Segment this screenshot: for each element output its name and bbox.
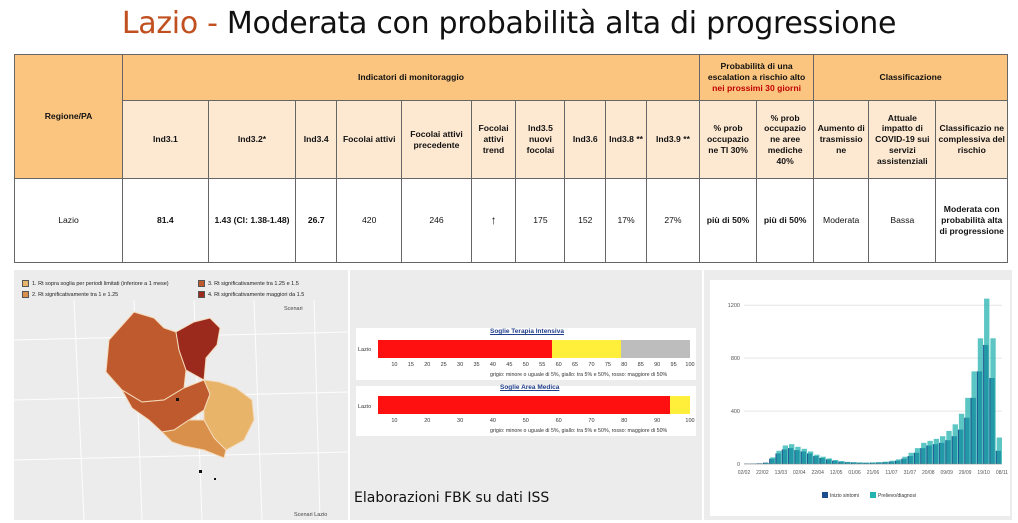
- x-tick-label: 13/03: [774, 470, 788, 476]
- header-ind32: Ind3.2*: [208, 101, 296, 179]
- header-prob-ti: % prob occupazio ne TI 30%: [700, 101, 757, 179]
- chart-legend-label: Prelievo/diagnosi: [878, 493, 917, 499]
- ti-row-label: Lazio: [358, 347, 372, 353]
- scenari-label: Scenari: [284, 306, 303, 312]
- monitoring-table: [14, 54, 1008, 263]
- bar-prelievo-diagnosi: [934, 439, 939, 464]
- cell-aumento: Moderata: [814, 179, 869, 263]
- page-title: [0, 6, 1018, 41]
- tick-label: 25: [440, 362, 447, 368]
- x-tick-label: 22/02: [756, 470, 769, 476]
- x-tick-label: 08/11: [995, 470, 1009, 476]
- cell-impatto: Bassa: [869, 179, 936, 263]
- y-tick-label: 800: [730, 356, 740, 363]
- tick-label: 80: [621, 418, 628, 424]
- x-tick-label: 11/07: [885, 470, 898, 476]
- tick-label: 50: [522, 362, 529, 368]
- legend-label-3: 3. Rt significativamente tra 1.25 e 1.5: [208, 280, 299, 287]
- ti-threshold-title: Soglie Terapia Intensiva: [490, 328, 564, 335]
- header-ind39: Ind3.9 **: [646, 101, 699, 179]
- trend-up-arrow-icon: ↑: [471, 179, 516, 263]
- tick-label: 30: [457, 362, 464, 368]
- tick-label: 10: [391, 418, 398, 424]
- probability-group-red: nei prossimi 30 giorni: [712, 82, 801, 93]
- cell-prob-ti: più di 50%: [700, 179, 757, 263]
- ti-grey-segment: [621, 340, 690, 358]
- bar-prelievo-diagnosi: [802, 449, 807, 464]
- ti-threshold-bar: [378, 340, 690, 358]
- ti-note: grigio: minore o uguale di 5%, giallo: tra 5% e 50%, rosso: maggiore di 50%: [490, 372, 668, 378]
- y-tick-label: 1200: [727, 303, 740, 310]
- probability-group-text: Probabilità di una escalation a rischio alto: [707, 61, 806, 83]
- map-island-2: [214, 478, 216, 480]
- bar-prelievo-diagnosi: [776, 451, 781, 464]
- bar-prelievo-diagnosi: [984, 299, 989, 464]
- bar-prelievo-diagnosi: [896, 459, 901, 464]
- header-impatto: Attuale impatto di COVID-19 sui servizi assistenziali: [869, 101, 936, 179]
- x-tick-label: 01/06: [848, 470, 861, 476]
- header-classification-group: Classificazione: [814, 55, 1008, 101]
- tick-label: 45: [506, 362, 513, 368]
- x-tick-label: 02/04: [793, 470, 806, 476]
- tick-label: 75: [604, 362, 611, 368]
- cell-ind36: 152: [565, 179, 606, 263]
- rt-map-panel: [14, 270, 348, 520]
- bar-prelievo-diagnosi: [953, 424, 958, 464]
- x-tick-label: 22/04: [811, 470, 824, 476]
- cell-ind38: 17%: [606, 179, 647, 263]
- cell-class-complessiva: Moderata con probabilità alta di progressione: [936, 179, 1008, 263]
- tick-label: 50: [522, 418, 529, 424]
- tick-label: 100: [685, 362, 695, 368]
- bar-prelievo-diagnosi: [959, 414, 964, 464]
- bar-prelievo-diagnosi: [808, 451, 813, 464]
- am-row-label: Lazio: [358, 404, 372, 410]
- tick-label: 35: [473, 362, 480, 368]
- cell-ind31: 81.4: [123, 179, 209, 263]
- x-tick-label: 19/10: [977, 470, 990, 476]
- epi-curve-svg: [710, 280, 1010, 516]
- chart-legend-label: Inizio sintomi: [830, 493, 859, 499]
- header-aumento: Aumento di trasmissio ne: [814, 101, 869, 179]
- credit-text: Elaborazioni FBK su dati ISS: [354, 490, 550, 506]
- bar-prelievo-diagnosi: [770, 457, 775, 464]
- tick-label: 100: [685, 418, 695, 424]
- tick-label: 80: [621, 362, 628, 368]
- tick-label: 10: [391, 362, 398, 368]
- title-separator: -: [197, 6, 227, 41]
- bar-prelievo-diagnosi: [940, 436, 945, 464]
- header-focolai-trend: Focolai attivi trend: [471, 101, 516, 179]
- tick-label: 90: [654, 418, 661, 424]
- map-province-north-west: [106, 312, 186, 402]
- bar-prelievo-diagnosi: [814, 455, 819, 464]
- tick-label: 60: [555, 418, 562, 424]
- header-probability-group: [700, 55, 814, 101]
- header-ind31: Ind3.1: [123, 101, 209, 179]
- tick-label: 20: [424, 418, 431, 424]
- tick-label: 20: [424, 362, 431, 368]
- header-indicators-group: Indicatori di monitoraggio: [123, 55, 700, 101]
- map-island-1: [199, 470, 202, 473]
- bar-prelievo-diagnosi: [789, 444, 794, 464]
- bar-prelievo-diagnosi: [783, 445, 788, 464]
- am-red-segment: [378, 396, 670, 414]
- x-tick-label: 02/02: [737, 470, 751, 476]
- tick-label: 40: [489, 418, 496, 424]
- scenari-bottom-label: Scenari Lazio: [294, 512, 328, 518]
- tick-label: 70: [588, 362, 595, 368]
- thresholds-panel: [350, 270, 702, 520]
- legend-label-4: 4. Rt significativamente maggiori da 1.5: [208, 291, 305, 298]
- bar-prelievo-diagnosi: [997, 438, 1002, 464]
- tick-label: 85: [637, 362, 644, 368]
- bar-prelievo-diagnosi: [965, 398, 970, 464]
- x-tick-label: 09/09: [940, 470, 953, 476]
- lazio-map: [14, 270, 348, 520]
- bar-prelievo-diagnosi: [839, 461, 844, 464]
- x-tick-label: 12/05: [829, 470, 843, 476]
- x-tick-label: 20/08: [922, 470, 935, 476]
- header-region: Regione/PA: [15, 55, 123, 179]
- tick-label: 95: [670, 362, 677, 368]
- am-threshold-bar: [378, 396, 690, 414]
- ti-yellow-segment: [552, 340, 621, 358]
- epi-curve-chart: [710, 280, 1010, 516]
- tick-label: 65: [571, 362, 579, 368]
- bar-prelievo-diagnosi: [971, 371, 976, 464]
- tick-label: 55: [539, 362, 546, 368]
- am-yellow-segment: [670, 396, 690, 414]
- bar-prelievo-diagnosi: [978, 338, 983, 464]
- y-tick-label: 400: [730, 409, 740, 416]
- bar-prelievo-diagnosi: [902, 457, 907, 464]
- bar-prelievo-diagnosi: [833, 460, 838, 464]
- cell-ind34: 26.7: [296, 179, 337, 263]
- bar-prelievo-diagnosi: [909, 453, 914, 464]
- header-prob-aree: % prob occupazio ne aree mediche 40%: [757, 101, 814, 179]
- am-threshold-title: Soglie Area Medica: [500, 384, 560, 391]
- tick-label: 70: [588, 418, 595, 424]
- tick-label: 30: [457, 418, 464, 424]
- x-tick-label: 21/06: [866, 470, 880, 476]
- bar-prelievo-diagnosi: [946, 431, 951, 464]
- cell-prob-aree: più di 50%: [757, 179, 814, 263]
- bar-prelievo-diagnosi: [846, 462, 851, 464]
- ti-red-segment: [378, 340, 552, 358]
- header-ind38: Ind3.8 **: [606, 101, 647, 179]
- x-tick-label: 29/09: [958, 470, 972, 476]
- bar-prelievo-diagnosi: [990, 338, 995, 464]
- cell-ind32: 1.43 (CI: 1.38-1.48): [208, 179, 296, 263]
- cell-ind39: 27%: [646, 179, 699, 263]
- tick-label: 90: [654, 362, 661, 368]
- tick-label: 15: [407, 362, 414, 368]
- cell-focolai-attivi: 420: [337, 179, 402, 263]
- bar-prelievo-diagnosi: [927, 441, 932, 464]
- header-class-complessiva: Classificazio ne complessiva del rischio: [936, 101, 1008, 179]
- x-tick-label: 31/07: [903, 470, 917, 476]
- cell-focolai-precedente: 246: [402, 179, 471, 263]
- bar-prelievo-diagnosi: [820, 457, 825, 464]
- legend-label-2: 2. Rt significativamente tra 1 e 1.25: [32, 291, 119, 298]
- header-focolai-attivi: Focolai attivi: [337, 101, 402, 179]
- cell-ind35: 175: [516, 179, 565, 263]
- bar-prelievo-diagnosi: [921, 443, 926, 464]
- am-note: grigio: minore o uguale di 5%, giallo: tra 5% e 50%, rosso: maggiore di 50%: [490, 428, 668, 434]
- map-island-3: [176, 398, 179, 401]
- title-text: Moderata con probabilità alta di progressione: [226, 6, 897, 41]
- bar-prelievo-diagnosi: [795, 447, 800, 464]
- legend-label-1: 1. Rt sopra soglia per periodi limitati (inferiore a 1 mese): [32, 280, 169, 287]
- bar-prelievo-diagnosi: [890, 461, 895, 464]
- header-ind34: Ind3.4: [296, 101, 337, 179]
- chart-legend-swatch: [822, 492, 828, 498]
- y-tick-label: 0: [736, 462, 740, 468]
- tick-label: 60: [555, 362, 562, 368]
- bar-prelievo-diagnosi: [827, 458, 832, 464]
- title-region: Lazio: [121, 6, 198, 41]
- header-focolai-precedente: Focolai attivi precedente: [402, 101, 471, 179]
- header-ind36: Ind3.6: [565, 101, 606, 179]
- header-ind35: Ind3.5 nuovi focolai: [516, 101, 565, 179]
- bar-prelievo-diagnosi: [915, 448, 920, 464]
- bar-prelievo-diagnosi: [883, 462, 888, 464]
- chart-legend-swatch: [870, 492, 876, 498]
- tick-label: 40: [489, 362, 496, 368]
- cell-region: Lazio: [15, 179, 123, 263]
